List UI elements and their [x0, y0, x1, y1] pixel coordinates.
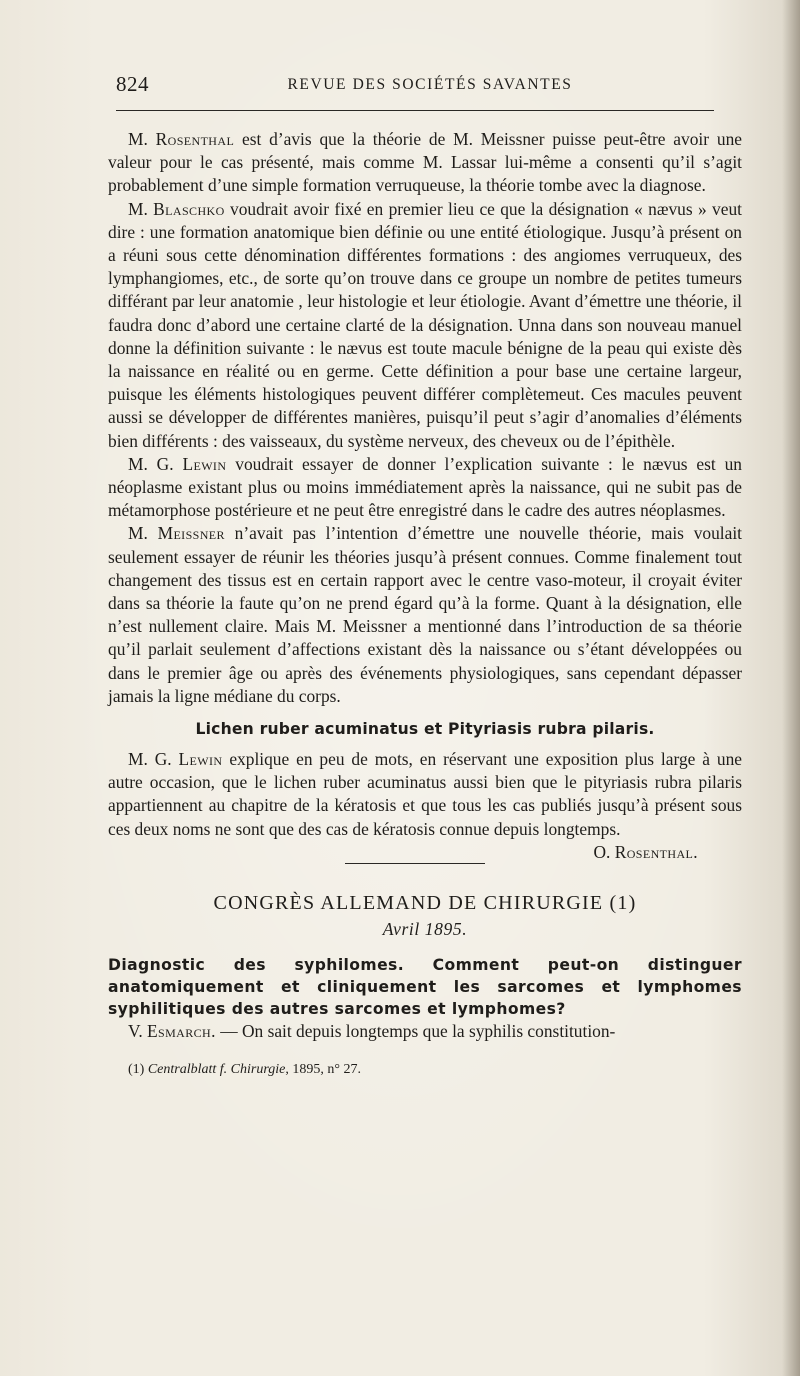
- congress-date: Avril 1895.: [382, 918, 468, 939]
- paragraph-text: — On sait depuis longtemps que la syphilis constitution-: [215, 1020, 616, 1041]
- footnote-marker: (1): [128, 1062, 148, 1078]
- speaker-name: Blaschko: [153, 198, 225, 219]
- paragraph-rosenthal: [108, 128, 742, 198]
- speaker-name: Lewin: [178, 749, 223, 770]
- paragraph-text: explique en peu de mots, en réservant une exposition plus large à une autre occasion, que le lichen ruber acuminatus aussi bien que le pityriasis rubra pilaris appartiennent au chapitre de la kératosis et que tous les cas publiés jusqu’à présent sous ces deux noms ne sont que des cas de kératosis connue depuis longtemps.: [108, 749, 742, 839]
- speaker-prefix: M. G.: [128, 749, 179, 770]
- page-number: 824: [116, 72, 149, 96]
- speaker-name: Rosenthal: [155, 129, 235, 149]
- congress-title: CONGRÈS ALLEMAND DE CHIRURGIE (1): [213, 891, 637, 914]
- speaker-prefix: M.: [128, 523, 158, 544]
- article-title: Diagnostic des syphilomes. Comment peut-on distinguer anatomiquement et cliniquement les sarcomes et lymphomes syphilitiques des autres sarcomes et lymphomes?: [108, 955, 742, 1018]
- footnote-details: , 1895, n° 27.: [285, 1062, 361, 1078]
- author-signature: [573, 841, 698, 864]
- speaker-prefix: M. G.: [128, 453, 183, 474]
- speaker-name: Meissner: [157, 523, 225, 544]
- speaker-prefix: M.: [128, 129, 156, 149]
- section-title-lichen: Lichen ruber acuminatus et Pityriasis rubra pilaris.: [195, 720, 655, 739]
- paragraph-text: voudrait essayer de donner l’explication suivante : le nævus est un néoplasme existant plus ou moins immédiatement après la naissance, qui ne subit pas de métamorphose postérieure et ne peut être enregistré dans le cadre des autres néoplasmes.: [108, 453, 742, 521]
- speaker-prefix: V.: [128, 1020, 148, 1041]
- paragraph-lichen: [108, 748, 742, 862]
- section-divider: [345, 863, 485, 864]
- page-content: [108, 128, 742, 1079]
- page-edge-shadow: [782, 0, 800, 1376]
- footnote: [108, 1061, 742, 1079]
- paragraph-text: est d’avis que la théorie de M. Meissner puisse peut-être avoir une valeur pour le cas présenté, mais comme M. Lassar lui-même a consenti qu’il s’agit probablement d’une simple formation verruqueuse, la théorie tombe avec la diagnose.: [108, 129, 742, 196]
- speaker-name: Esmarch.: [147, 1020, 216, 1041]
- running-title: REVUE DES SOCIÉTÉS SAVANTES: [287, 76, 573, 93]
- paragraph-blaschko: [108, 198, 742, 453]
- signature-initial: O.: [593, 841, 615, 862]
- speaker-name: Lewin: [182, 453, 227, 474]
- speaker-prefix: M.: [128, 198, 154, 219]
- footnote-journal: Centralblatt f. Chirurgie: [147, 1062, 286, 1078]
- header-rule: [116, 110, 714, 111]
- paragraph-meissner: [108, 522, 742, 708]
- signature-name: Rosenthal.: [614, 841, 698, 862]
- paragraph-text: n’avait pas l’intention d’émettre une nouvelle théorie, mais voulait seulement essayer de réunir les théories jusqu’à présent connues. Comme finalement tout changement des tissus est en certain rapport avec le centre vaso-moteur, il croyait éviter dans sa théorie la faute qu’on ne prend égard qu’à la forme. Quant à la désignation, elle n’est nullement claire. Mais M. Meissner a mentionné dans l’introduction de sa théorie qu’il parlait seulement d’affections existant dès la naissance ou s’étant développées ou dans le premier âge ou après des événements physiologiques, sans cependant dépasser jamais la ligne médiane du corps.: [108, 523, 742, 706]
- paragraph-lewin: [108, 453, 742, 523]
- page-header: [116, 72, 714, 102]
- paragraph-esmarch: [108, 1020, 742, 1043]
- paragraph-text: voudrait avoir fixé en premier lieu ce que la désignation « nævus » veut dire : une formation anatomique bien définie ou une entité étiologique. Jusqu’à présent on a réuni sous cette dénomination différentes formations : des angiomes verruqueux, des lymphangiomes, etc., de sorte qu’on trouve dans ce groupe un nombre de petites tumeurs différant par leur anatomie , leur histologie et leur étiologie. Avant d’émettre une théorie, il faudra donc d’abord une certaine clarté de la désignation. Unna dans son nouveau manuel donne la définition suivante : le nævus est toute macule bénigne de la peau qui existe dès la naissance en réalité ou en germe. Cette définition a pour base une certaine largeur, puisque les éléments histologiques peuvent différer complètemeut. Ces macules peuvent aussi se développer de différentes manières, puisqu’il peut s’agir d’anomalies d’éléments bien différents : des vaisseaux, du système nerveux, des cheveux ou de l’épithèle.: [108, 198, 742, 451]
